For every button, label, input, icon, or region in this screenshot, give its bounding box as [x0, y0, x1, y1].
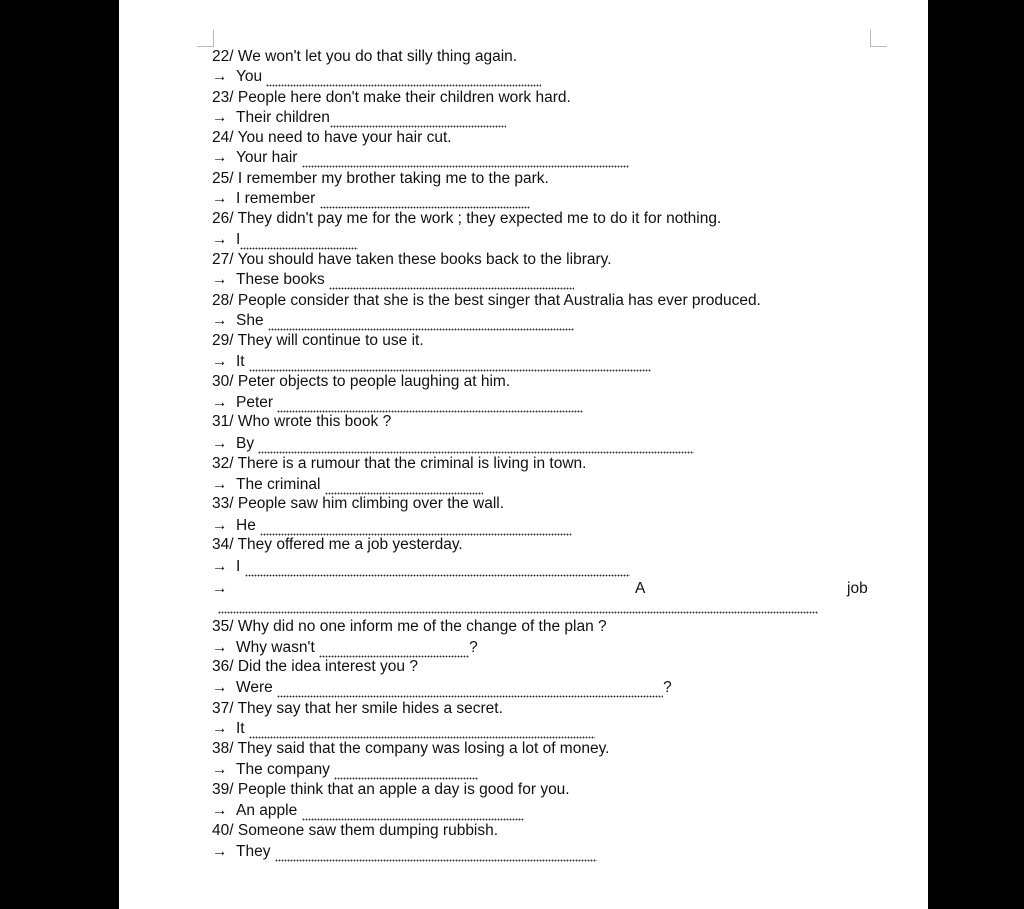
answer-blank[interactable]	[277, 399, 583, 413]
arrow-icon: →	[212, 580, 228, 597]
arrow-icon: →	[212, 149, 228, 166]
question-28: 28/ People consider that she is the best singer that Australia has ever produced.	[212, 292, 761, 309]
answer-blank[interactable]	[275, 848, 597, 862]
answer-blank[interactable]	[319, 644, 469, 658]
question-24: 24/ You need to have your hair cut.	[212, 129, 452, 146]
margin-corner-mark	[870, 30, 887, 47]
answer-34: → I	[212, 557, 630, 577]
question-27: 27/ You should have taken these books back to the library.	[212, 251, 612, 268]
answer-blank[interactable]	[325, 481, 483, 495]
question-32: 32/ There is a rumour that the criminal is living in town.	[212, 455, 587, 472]
arrow-icon: →	[212, 558, 228, 575]
question-29: 29/ They will continue to use it.	[212, 332, 424, 349]
question-36: 36/ Did the idea interest you ?	[212, 658, 418, 675]
answer-22: → You	[212, 67, 541, 87]
arrow-icon: →	[212, 353, 228, 370]
answer-blank[interactable]	[268, 317, 574, 331]
answer-blank[interactable]	[320, 195, 530, 209]
answer-blank[interactable]	[218, 600, 818, 614]
answer-37: → It	[212, 719, 595, 739]
arrow-icon: →	[212, 517, 228, 534]
answer-34b-word-job: job	[847, 580, 868, 597]
answer-38: → The company	[212, 760, 478, 780]
answer-blank[interactable]	[334, 766, 478, 780]
answer-blank[interactable]	[330, 114, 506, 128]
answer-29: → It	[212, 352, 651, 372]
answer-blank[interactable]	[249, 725, 595, 739]
document-page	[119, 0, 928, 909]
question-37: 37/ They say that her smile hides a secret.	[212, 700, 503, 717]
answer-blank[interactable]	[245, 563, 630, 577]
arrow-icon: →	[212, 435, 228, 452]
answer-blank[interactable]	[258, 440, 694, 454]
answer-blank[interactable]	[266, 73, 541, 87]
arrow-icon: →	[212, 720, 228, 737]
arrow-icon: →	[212, 231, 228, 248]
question-34: 34/ They offered me a job yesterday.	[212, 536, 463, 553]
answer-32: → The criminal	[212, 475, 483, 495]
arrow-icon: →	[212, 843, 228, 860]
question-22: 22/ We won't let you do that silly thing again.	[212, 48, 518, 65]
answer-30: → Peter	[212, 393, 583, 413]
answer-33: → He	[212, 516, 572, 536]
question-35: 35/ Why did no one inform me of the change of the plan ?	[212, 618, 607, 635]
arrow-icon: →	[212, 271, 228, 288]
question-39: 39/ People think that an apple a day is good for you.	[212, 781, 570, 798]
question-25: 25/ I remember my brother taking me to the park.	[212, 170, 549, 187]
answer-31: → By	[212, 434, 694, 454]
answer-24: → Your hair	[212, 148, 629, 168]
answer-26: → I	[212, 230, 358, 250]
arrow-icon: →	[212, 109, 228, 126]
question-33: 33/ People saw him climbing over the wall.	[212, 495, 505, 512]
arrow-icon: →	[212, 68, 228, 85]
answer-36: → Were ?	[212, 679, 672, 696]
arrow-icon: →	[212, 679, 228, 696]
answer-blank[interactable]	[302, 154, 629, 168]
arrow-icon: →	[212, 639, 228, 656]
answer-39: → An apple	[212, 801, 524, 821]
arrow-icon: →	[212, 312, 228, 329]
arrow-icon: →	[212, 476, 228, 493]
answer-blank[interactable]	[277, 684, 663, 698]
question-31: 31/ Who wrote this book ?	[212, 413, 392, 430]
question-23: 23/ People here don't make their children work hard.	[212, 89, 571, 106]
answer-blank[interactable]	[240, 236, 358, 250]
answer-40: → They	[212, 842, 597, 862]
answer-27: → These books	[212, 270, 574, 290]
arrow-icon: →	[212, 802, 228, 819]
answer-blank[interactable]	[302, 807, 524, 821]
answer-blank[interactable]	[249, 358, 651, 372]
answer-34b-word-a: A	[635, 580, 646, 597]
arrow-icon: →	[212, 190, 228, 207]
question-30: 30/ Peter objects to people laughing at him.	[212, 373, 511, 390]
answer-35: → Why wasn't ?	[212, 639, 478, 656]
question-40: 40/ Someone saw them dumping rubbish.	[212, 822, 499, 839]
question-26: 26/ They didn't pay me for the work ; they expected me to do it for nothing.	[212, 210, 722, 227]
arrow-icon: →	[212, 394, 228, 411]
answer-34b-arrow	[212, 579, 236, 599]
margin-corner-mark	[197, 30, 214, 47]
answer-23: → Their children	[212, 108, 506, 128]
answer-blank[interactable]	[329, 276, 574, 290]
answer-25: → I remember	[212, 189, 530, 209]
question-38: 38/ They said that the company was losing a lot of money.	[212, 740, 610, 757]
answer-28: → She	[212, 311, 574, 331]
arrow-icon: →	[212, 761, 228, 778]
answer-blank[interactable]	[260, 522, 572, 536]
